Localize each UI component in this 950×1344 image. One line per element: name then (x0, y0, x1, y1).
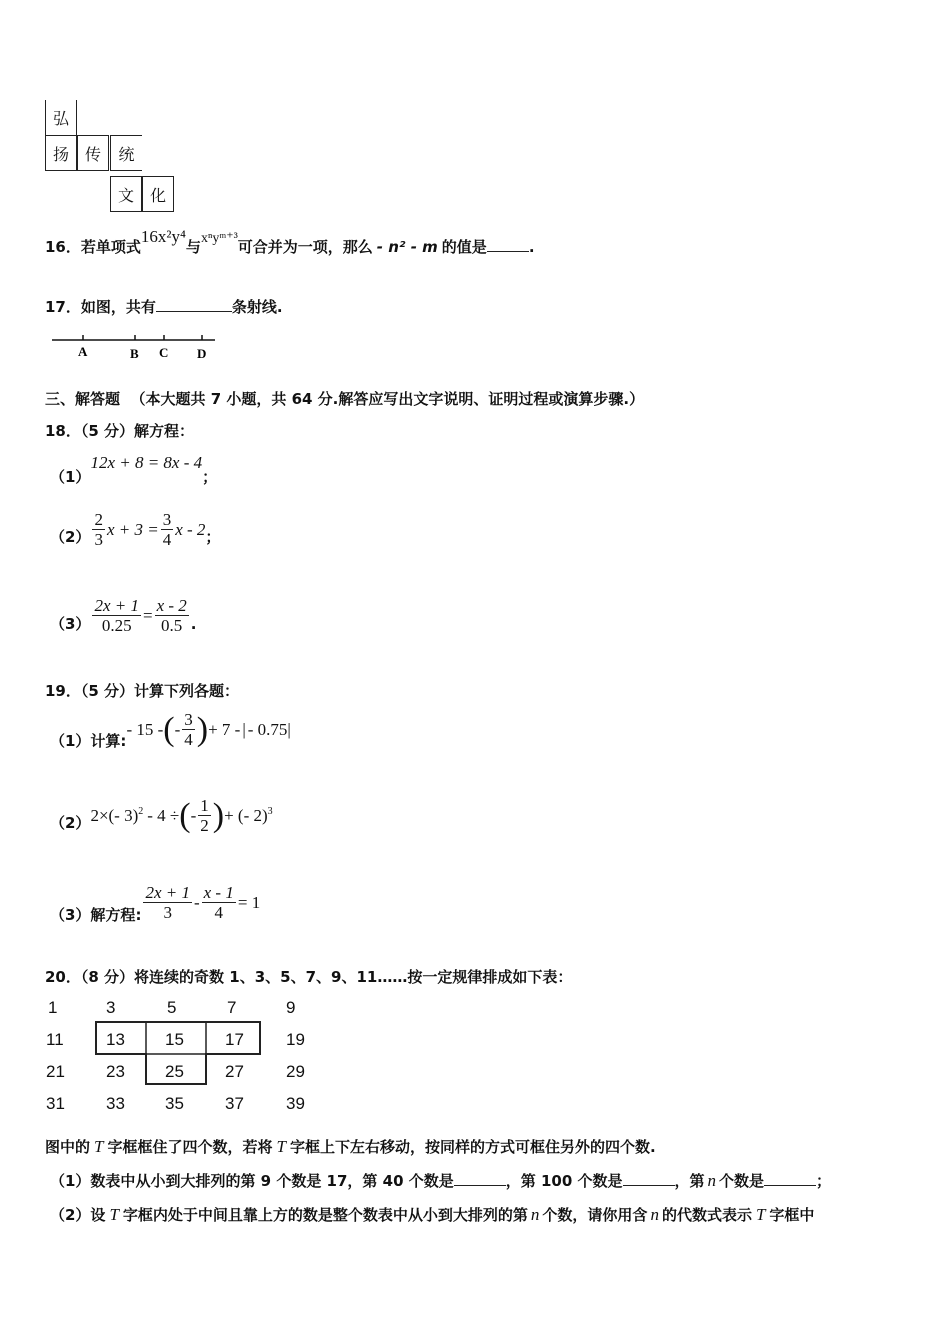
net-cell: 统 (110, 135, 142, 171)
expr-part: - 4 ÷ (147, 805, 180, 825)
part-label: （3）解方程: (50, 906, 142, 924)
text-part: 字框框住了四个数，若将 (107, 1138, 273, 1156)
section-title: 三、解答题 (45, 390, 121, 408)
grid-cell: 35 (165, 1094, 184, 1113)
text-part: （2）设 (50, 1206, 106, 1224)
grid-cell: 23 (106, 1062, 125, 1081)
net-cell: 传 (77, 135, 109, 171)
grid-cell: 31 (46, 1094, 65, 1113)
frac-den: 4 (184, 730, 193, 749)
grid-cell: 19 (286, 1030, 305, 1049)
text-part: 图中的 (45, 1138, 91, 1156)
q16-prefix: 若单项式 (80, 238, 141, 256)
var-t: T (109, 1205, 119, 1224)
expression (126, 710, 290, 749)
equation (90, 596, 190, 635)
q16-term1: 16x²y⁴ (140, 227, 186, 246)
text-part: 字框上下左右移动，按同样的方式可框住另外的四个数. (289, 1138, 656, 1156)
right-paren: ) (196, 710, 209, 748)
punct: ； (205, 528, 221, 546)
q16-term2: xⁿyᵐ⁺³ (200, 231, 238, 246)
grid-cell: 1 (48, 998, 58, 1017)
q16-connector: 与 (185, 238, 201, 256)
grid-cell: 21 (46, 1062, 65, 1081)
q19-part-1 (50, 710, 291, 751)
expr-part: 2×(- 3) (90, 805, 139, 825)
q18-part-2 (50, 510, 220, 549)
frac-den: 3 (163, 903, 172, 922)
sign: - (174, 719, 181, 739)
frac-den: 0.5 (161, 616, 183, 635)
frac-num: 3 (162, 510, 172, 529)
abs-bar: | (242, 719, 246, 739)
part-label: （1）计算: (50, 732, 127, 750)
answer-blank[interactable] (764, 1185, 816, 1186)
equation: 12x + 8 = 8x - 4 (90, 453, 203, 472)
question-20-header: 20．（8 分）将连续的奇数 1、3、5、7、9、11……按一定规律排成如下表： (45, 968, 573, 986)
q18-part-3 (50, 596, 196, 635)
grid-cell: 27 (225, 1062, 244, 1081)
frac-num: 2 (94, 510, 103, 529)
net-cell: 弘 (45, 100, 77, 136)
frac-den: 0.25 (101, 616, 132, 635)
q16-suffix: 的值是 (441, 238, 487, 256)
net-cell: 扬 (45, 135, 77, 171)
section-heading (45, 388, 644, 409)
grid-cell: 17 (225, 1030, 244, 1049)
q20-description (45, 1136, 656, 1157)
question-number: 17． (45, 298, 81, 316)
frac-num: x - 1 (203, 883, 234, 902)
q20-part-1 (50, 1170, 831, 1191)
grid-cell: 15 (165, 1030, 184, 1049)
text-part: ，第 100 个数是 (505, 1172, 623, 1190)
q19-part-3 (50, 880, 260, 925)
var-t: T (276, 1137, 286, 1156)
t-frame (94, 1020, 264, 1086)
q16-expression: - n² - m (376, 238, 438, 256)
grid-cell: 5 (167, 998, 177, 1017)
part-label: （3） (50, 615, 91, 633)
grid-cell: 3 (106, 998, 116, 1017)
q19-part-2 (50, 796, 273, 835)
equation (90, 510, 205, 549)
expr-part: - 15 - (126, 719, 164, 739)
text-part: ，第 (674, 1172, 705, 1190)
text-part: 个数是 (719, 1172, 765, 1190)
answer-blank[interactable] (156, 311, 232, 312)
exponent: 2 (138, 806, 144, 817)
q17-prefix: 如图，共有 (80, 298, 156, 316)
frac-den: 4 (214, 903, 223, 922)
expr-part: + (- 2) (224, 805, 268, 825)
text-part: （1）数表中从小到大排列的第 9 个数是 17，第 40 个数是 (50, 1172, 454, 1190)
var-t: T (755, 1205, 766, 1224)
section-note: （本大题共 7 小题，共 64 分.解答应写出文字说明、证明过程或演算步骤.） (130, 390, 645, 408)
ray-diagram (50, 330, 220, 362)
frac-den: 2 (200, 816, 209, 835)
var-n: n (530, 1205, 540, 1224)
left-paren: ( (163, 710, 175, 748)
punct: ； (202, 468, 218, 486)
grid-cell: 33 (106, 1094, 125, 1113)
net-cell: 化 (142, 176, 174, 212)
eq-sign: = (142, 605, 153, 625)
grid-cell: 37 (225, 1094, 244, 1113)
point-label-b: B (130, 346, 139, 361)
net-cell: 文 (110, 176, 142, 212)
eq-tail: x - 2 (175, 519, 206, 539)
point-label-d: D (197, 346, 207, 361)
exponent: 3 (267, 806, 273, 817)
point-label-a: A (78, 344, 88, 359)
grid-cell: 9 (286, 998, 296, 1017)
grid-cell: 13 (106, 1030, 125, 1049)
right-paren: ) (212, 796, 225, 834)
point-label-c: C (159, 345, 169, 360)
question-17 (45, 296, 283, 317)
text-part: 字框内处于中间且靠上方的数是整个数表中从小到大排列的第 (122, 1206, 528, 1224)
sign: - (190, 805, 197, 825)
grid-cell: 25 (165, 1062, 184, 1081)
text-part: 的代数式表示 (661, 1206, 752, 1224)
frac-den: 4 (162, 530, 172, 549)
part-label: （1） (50, 468, 91, 486)
frac-num: x - 2 (156, 596, 187, 615)
abs-value: - 0.75 (247, 719, 288, 739)
var-t: T (94, 1137, 104, 1156)
rhs: = 1 (237, 892, 261, 912)
punct: ； (816, 1172, 832, 1190)
part-label: （2） (50, 814, 91, 832)
q16-middle: 可合并为一项，那么 (237, 238, 373, 256)
frac-num: 3 (184, 710, 193, 729)
q16-end: . (528, 238, 535, 256)
left-paren: ( (179, 796, 191, 834)
frac-num: 2x + 1 (145, 883, 190, 902)
answer-blank[interactable] (623, 1185, 675, 1186)
grid-cell: 11 (46, 1030, 64, 1049)
minus: - (193, 892, 200, 912)
grid-cell: 29 (286, 1062, 305, 1081)
frac-num: 1 (200, 796, 209, 815)
text-part: 字框中 (769, 1206, 815, 1224)
expression (90, 796, 272, 835)
punct: . (190, 614, 197, 633)
eq-mid: x + 3 = (106, 519, 159, 539)
q17-suffix: 条射线. (231, 298, 283, 316)
question-16 (45, 227, 535, 257)
var-n: n (650, 1205, 659, 1224)
grid-cell: 39 (286, 1094, 305, 1113)
expr-part: + 7 - (208, 719, 241, 739)
text-part: 个数，请你用含 (542, 1206, 648, 1224)
abs-bar: | (287, 719, 291, 739)
grid-cell: 7 (227, 998, 237, 1017)
frac-den: 3 (94, 530, 103, 549)
question-number: 16． (45, 238, 81, 256)
answer-blank[interactable] (454, 1185, 506, 1186)
equation (141, 883, 260, 922)
question-19-header: 19．（5 分）计算下列各题： (45, 682, 240, 700)
q18-part-1 (50, 452, 218, 486)
answer-blank[interactable] (487, 251, 529, 252)
part-label: （2） (50, 528, 91, 546)
frac-num: 2x + 1 (94, 596, 139, 615)
var-n: n (707, 1171, 717, 1190)
question-18-header: 18．（5 分）解方程： (45, 422, 195, 440)
q20-part-2 (50, 1204, 814, 1225)
